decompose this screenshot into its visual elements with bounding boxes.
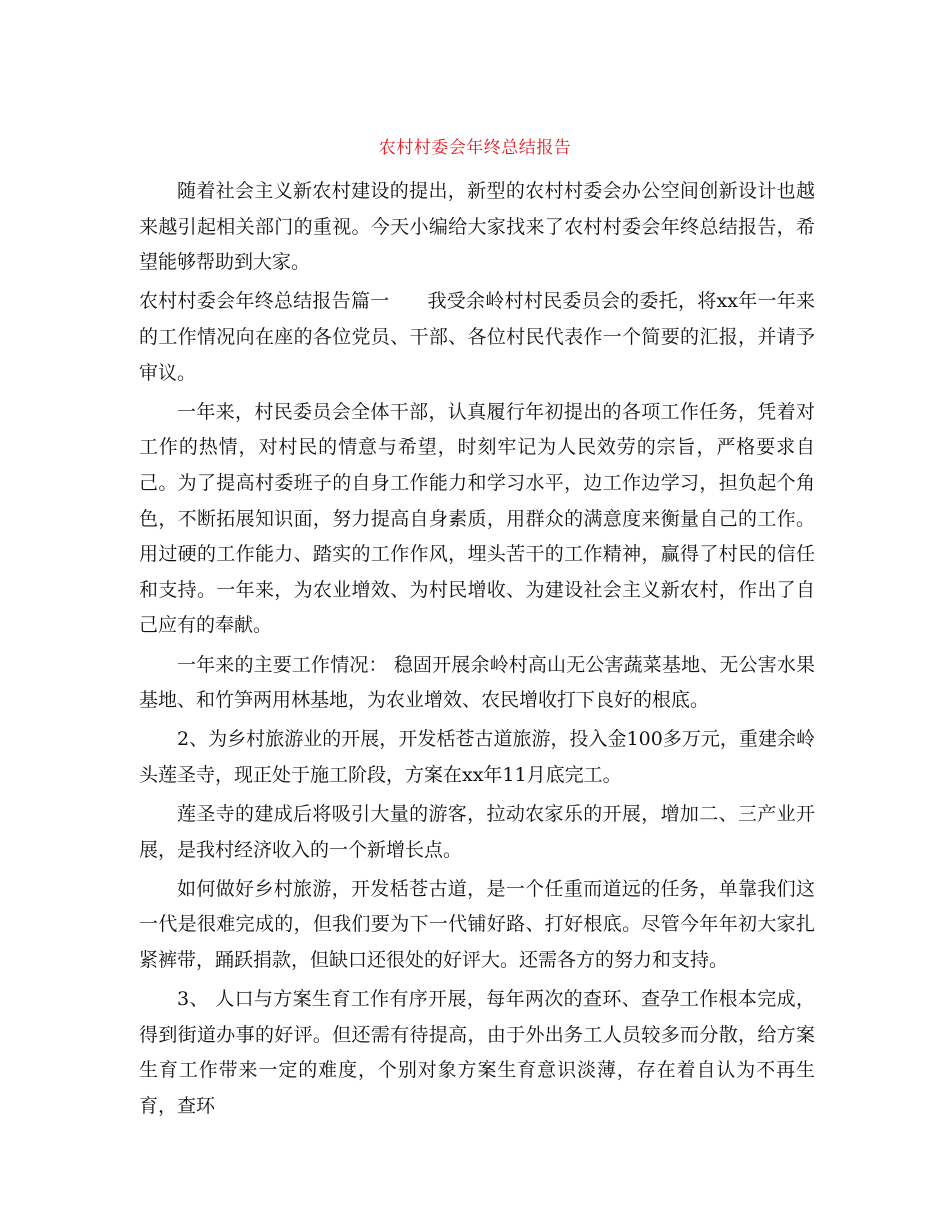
paragraph-item-3: 3、 人口与方案生育工作有序开展，每年两次的查环、查孕工作根本完成，得到街道办事的好评。但还需有待提高，由于外出务工人员较多而分散，给方案生育工作带来一定的难度，个别对象方案生育意识淡薄，存在着自认为不再生育，查环 <box>139 988 815 1117</box>
paragraph-item-2: 2、为乡村旅游业的开展，开发栝苍古道旅游，投入金100多万元，重建余岭头莲圣寺，现正处于施工阶段，方案在xx年11月底完工。 <box>139 728 815 786</box>
paragraph-section-one <box>139 284 815 391</box>
document-title: 农村村委会年终总结报告 <box>378 138 572 158</box>
document-body <box>139 174 815 1128</box>
paragraph-rural-tourism: 如何做好乡村旅游，开发栝苍古道，是一个任重而道远的任务，单靠我们这一代是很难完成的，但我们要为下一代铺好路、打好根底。尽管今年年初大家扎紧裤带，踊跃捐款，但缺口还很处的好评大。还需各方的努力和支持。 <box>139 877 815 972</box>
section-one-text: 我受余岭村村民委员会的委托，将xx年一年来的工作情况向在座的各位党员、干部、各位村民代表作一个简要的汇报，并请予审议。 <box>139 290 815 384</box>
section-heading: 农村村委会年终总结报告篇一 <box>139 290 390 313</box>
paragraph-main-work: 一年来的主要工作情况： 稳固开展余岭村高山无公害蔬菜基地、无公害水果基地、和竹笋两用林基地，为农业增效、农民增收打下良好的根底。 <box>139 653 815 712</box>
paragraph-intro: 随着社会主义新农村建设的提出，新型的农村村委会办公空间创新设计也越来越引起相关部门的重视。今天小编给大家找来了农村村委会年终总结报告，希望能够帮助到大家。 <box>139 180 815 274</box>
paragraph-year-summary: 一年来，村民委员会全体干部，认真履行年初提出的各项工作任务，凭着对工作的热情，对村民的情意与希望，时刻牢记为人民效劳的宗旨，严格要求自己。为了提高村委班子的自身工作能力和学习水平，边工作边学习，担负起个角色，不断拓展知识面，努力提高自身素质，用群众的满意度来衡量自己的工作。用过硬的工作能力、踏实的工作作风，埋头苦干的工作精神，赢得了村民的信任和支持。一年来，为农业增效、为村民增收、为建设社会主义新农村，作出了自己应有的奉献。 <box>139 400 815 637</box>
paragraph-temple: 莲圣寺的建成后将吸引大量的游客，拉动农家乐的开展，增加二、三产业开展，是我村经济收入的一个新增长点。 <box>139 803 815 861</box>
